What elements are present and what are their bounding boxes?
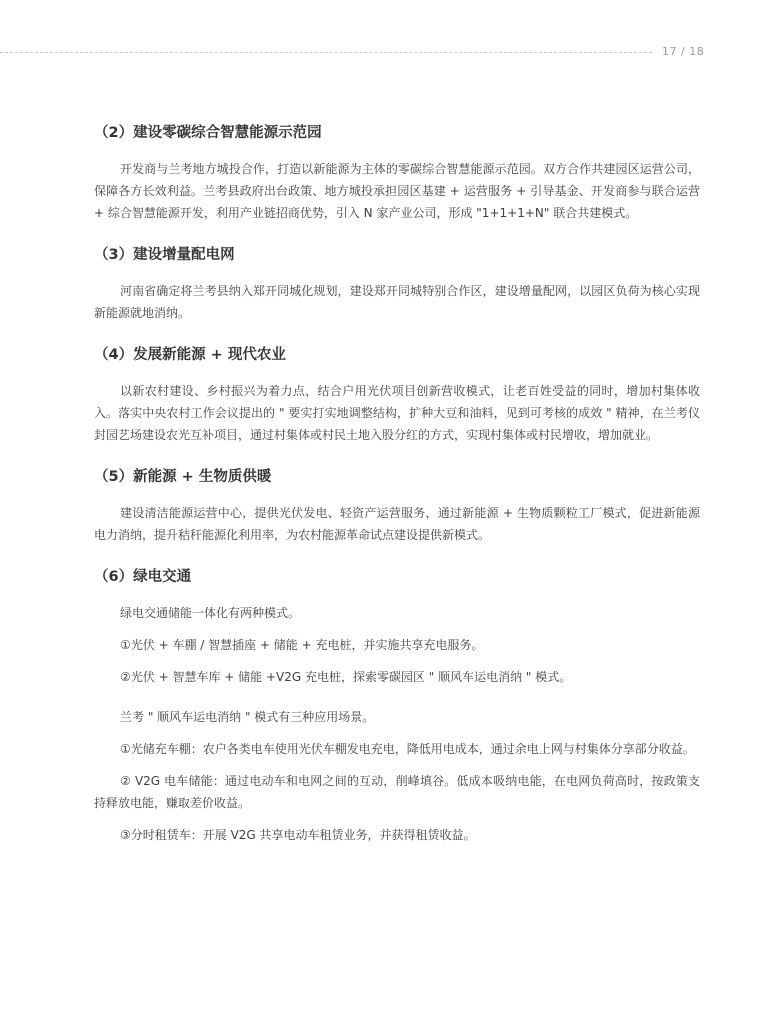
section-paragraph: 以新农村建设、乡村振兴为着力点，结合户用光伏项目创新营收模式，让老百姓受益的同时，增加村集体收入。落实中央农村工作会议提出的 " 要实打实地调整结构，扩种大豆和油料，见到可考核的成效 " 精神，在兰考仪封园艺场建设农光互补项目，通过村集体或村民土地入股分红的方式，实现村集体或村民增收，增加就业。 xyxy=(94,384,700,442)
document-body xyxy=(94,122,700,866)
section-paragraph: 开发商与兰考地方城投合作，打造以新能源为主体的零碳综合智慧能源示范园。双方合作共建园区运营公司，保障各方长效利益。兰考县政府出台政策、地方城投承担园区基建 + 运营服务 + 引导基金、开发商参与联合运营 + 综合智慧能源开发，利用产业链招商优势，引入 N 家产业公司，形成 "1+1+1+N" 联合共建模式。 xyxy=(94,162,700,220)
section-green-transport xyxy=(94,566,700,846)
section-biomass-heating xyxy=(94,466,700,546)
section-paragraph: 建设清洁能源运营中心，提供光伏发电、轻资产运营服务，通过新能源 + 生物质颗粒工厂模式，促进新能源电力消纳，提升秸秆能源化利用率，为农村能源革命试点建设提供新模式。 xyxy=(94,506,700,542)
section-heading: （5）新能源 + 生物质供暖 xyxy=(94,469,272,485)
section-heading: （2）建设零碳综合智慧能源示范园 xyxy=(94,125,322,141)
list-item: ①光伏 + 车棚 / 智慧插座 + 储能 + 充电桩，并实施共享充电服务。 xyxy=(120,638,484,652)
section-heading: （3）建设增量配电网 xyxy=(94,247,235,263)
list-item: 绿电交通储能一体化有两种模式。 xyxy=(120,606,301,620)
section-incremental-grid xyxy=(94,244,700,324)
list-item: ②光伏 + 智慧车库 + 储能 +V2G 充电桩，探索零碳园区 " 顺风车运电消纳 " 模式。 xyxy=(120,670,572,684)
list-item: ③分时租赁车：开展 V2G 共享电动车租赁业务，并获得租赁收益。 xyxy=(120,828,476,842)
section-heading: （4）发展新能源 + 现代农业 xyxy=(94,347,286,363)
page-number: 17 / 18 xyxy=(662,45,705,58)
section-heading: （6）绿电交通 xyxy=(94,569,192,585)
section-modern-agriculture xyxy=(94,344,700,446)
header-divider xyxy=(0,52,652,53)
section-paragraph: 河南省确定将兰考县纳入郑开同城化规划，建设郑开同城特别合作区，建设增量配网，以园区负荷为核心实现新能源就地消纳。 xyxy=(94,284,700,320)
list-item: ①光储充车棚：农户各类电车使用光伏车棚发电充电，降低用电成本，通过余电上网与村集体分享部分收益。 xyxy=(120,742,695,756)
section-zero-carbon-park xyxy=(94,122,700,224)
list-item: 兰考 " 顺风车运电消纳 " 模式有三种应用场景。 xyxy=(120,710,375,724)
list-item: ② V2G 电车储能：通过电动车和电网之间的互动，削峰填谷。低成本吸纳电能，在电网负荷高时，按政策支持释放电能，赚取差价收益。 xyxy=(94,774,700,810)
